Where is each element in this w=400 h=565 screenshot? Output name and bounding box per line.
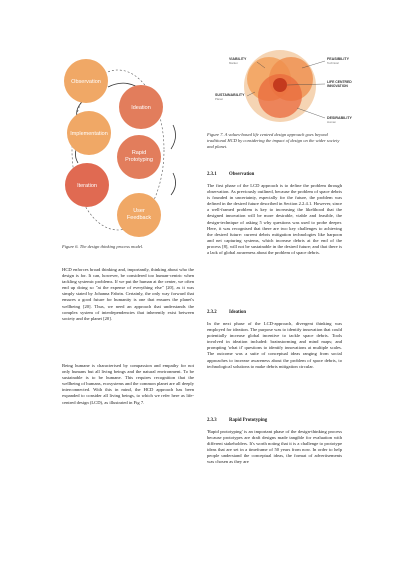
svg-text:Prototyping: Prototyping — [125, 157, 153, 163]
section-2-3-2-heading: 2.3.2 Ideation — [207, 310, 247, 315]
svg-text:Rapid: Rapid — [131, 150, 147, 156]
svg-text:Technical: Technical — [327, 61, 339, 65]
figure7-caption: Figure 7. A values-based life centred design approach goes beyond traditional HCD by considering the impact of design on the wider society and planet. — [207, 132, 340, 149]
svg-text:Iteration: Iteration — [77, 183, 97, 189]
step-user-feedback — [117, 193, 161, 237]
life-centred-venn-diagram — [207, 46, 352, 134]
svg-text:LIFE CENTRED: LIFE CENTRED — [327, 80, 352, 84]
design-thinking-diagram — [58, 55, 198, 245]
step-iteration — [65, 163, 109, 207]
svg-text:INNOVATION: INNOVATION — [327, 84, 348, 88]
life-centred-core — [273, 78, 287, 92]
step-ideation — [119, 85, 163, 129]
section-2-3-3-heading: 2.3.3 Rapid Prototyping — [207, 418, 268, 423]
svg-text:DESIRABILITY: DESIRABILITY — [327, 116, 352, 120]
step-implementation — [67, 111, 111, 155]
left-body-para-2: Being humane is characterised by compassion and empathy for not only humans but all living beings and the natural environment. To be sustainable is to be humane. This requires recognition that the wellbeing of humans, ecosystems and the common planet are all deeply interconnected. With this in mind, the HCD approach has been expanded to consider all living beings, to which we refer here as life-centred design (LCD), as illustrated in Fig 7. — [62, 363, 194, 405]
step-rapid-prototyping — [117, 135, 161, 179]
svg-text:Market: Market — [229, 61, 238, 65]
svg-text:FEASIBILITY: FEASIBILITY — [327, 57, 349, 61]
section-2-3-2-text: In the next phase of the LCD-approach, divergent thinking was employed for ideation. The purpose was to identify innovation that could potentially increase global incentive to tackle space debris. Tools involved in ideation included: brainstorming and mind maps; and prompting 'what if' questions to identify innovations at multiple scales. The outcome was a suite of conceptual ideas ranging from social approaches to increase awareness about the problem of space debris, to technological solutions to make debris mitigation circular. — [207, 321, 342, 369]
svg-text:SUSTAINABILITY: SUSTAINABILITY — [215, 93, 245, 97]
section-2-3-3-text: 'Rapid prototyping' is an important phase of the design-thinking process because prototypes are draft designs made tangible for evaluation with different stakeholders. It's worth noting that it is a challenge to prototype ideas that are set in a timeframe of 50 years from now. In order to help people understand the conceptual ideas, the format of advertisements was chosen as they are — [207, 429, 342, 465]
svg-text:User: User — [133, 208, 145, 214]
figure6-caption: Figure 6. The design thinking process model. — [62, 244, 144, 249]
svg-text:Ideation: Ideation — [131, 105, 151, 111]
arrow-icon — [171, 173, 176, 195]
arrow-icon — [171, 125, 176, 149]
svg-text:Implementation: Implementation — [70, 131, 108, 137]
svg-text:Observation: Observation — [71, 79, 101, 85]
svg-text:Planet: Planet — [215, 97, 223, 101]
section-2-3-1-heading: 2.3.1 Observation — [207, 172, 255, 177]
step-observation — [64, 59, 108, 103]
svg-text:Human: Human — [327, 120, 337, 124]
section-2-3-1-text: The first phase of the LCD approach is to define the problem through observation. As previously outlined, because the problem of space debris is founded in uncertainty, especially for the future, the problem was defined in the desired future described in Section 2.2.4.1. However, since a well-framed problem is key to increasing the likelihood that the designed innovation will be more desirable, viable and feasible, the design-technique of asking 5 why questions was used to probe deeper. Here, it was recognised that there are two key challenges to achieving the desired future: current debris mitigation technologies like harpoon and net capturing systems, which increase debris at the end of the process [8], will not be sustainable in the desired future; and that there is a lack of global awareness about the problem of space debris. — [207, 183, 342, 256]
svg-text:VIABILITY: VIABILITY — [229, 57, 247, 61]
svg-text:Feedback: Feedback — [126, 215, 152, 221]
left-body-para-1: HCD enforces broad thinking and, importantly, thinking about who the design is for. It can, however, be considered too human-centric when tackling systemic problems. If we put the human at the center, we often end up doing so "at the expense of everything else" [20], as it was simply stated by Johanna Fabrin. Certainly, the only way forward that ensures a good future for humanity is one that ensures the planet's wellbeing [20]. Thus, we need an approach that understands the complex system of interdependencies that inherently exist between society and the planet [20]. — [62, 267, 194, 321]
